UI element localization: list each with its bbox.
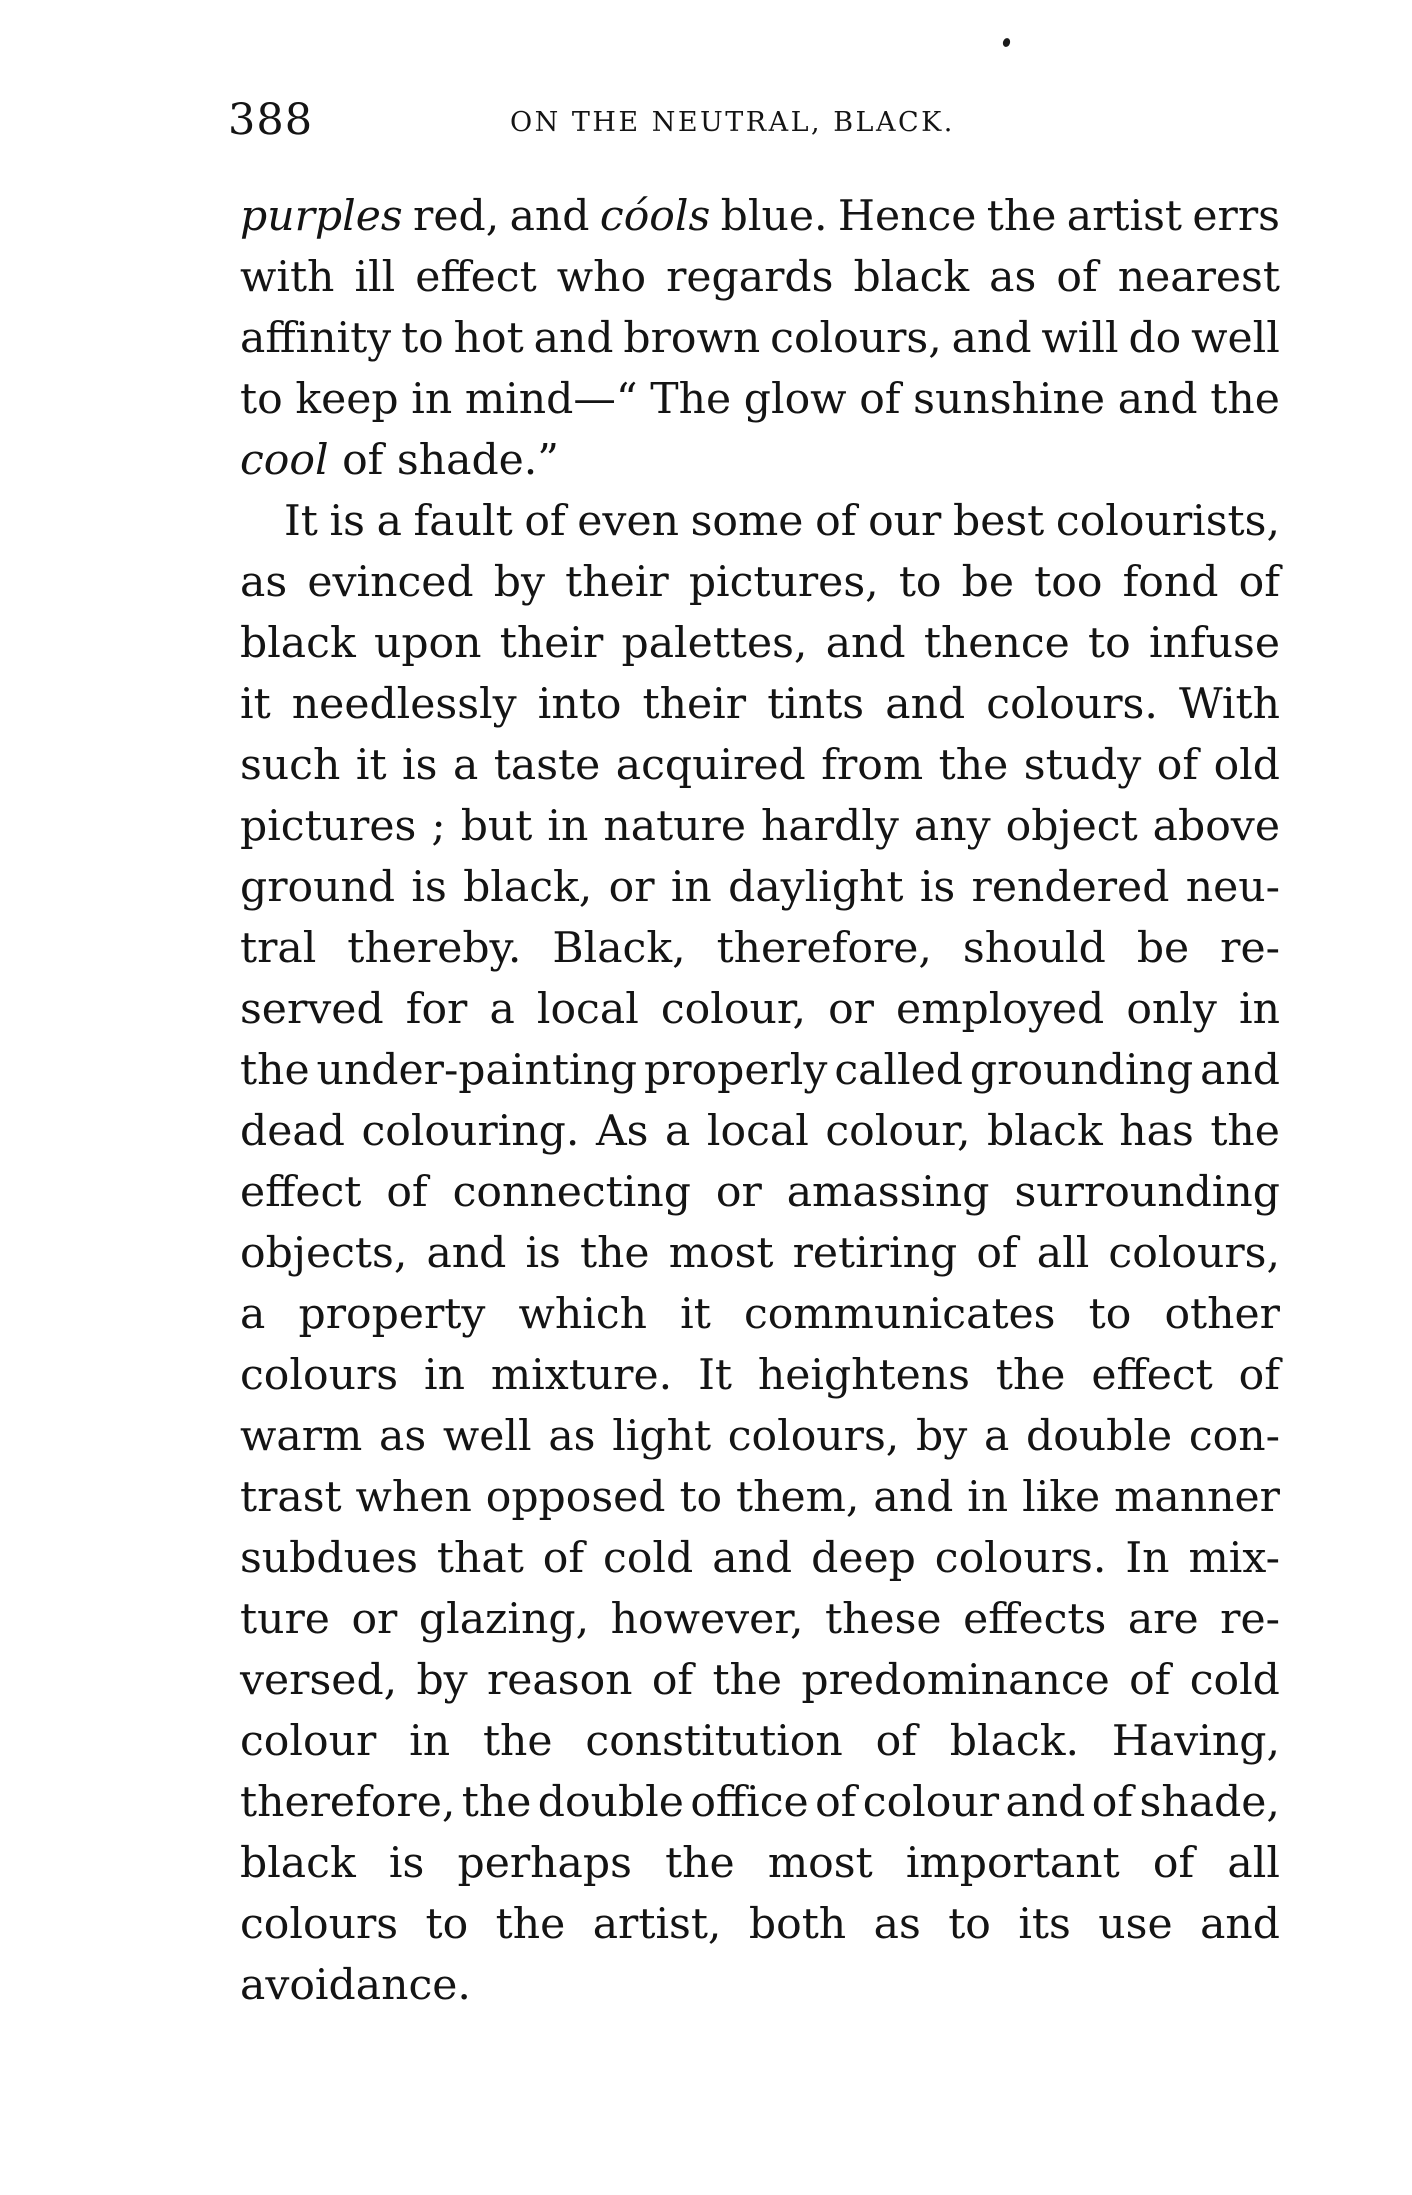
word: the (665, 1839, 735, 1888)
text-line (240, 1833, 1280, 1894)
word: fond (1122, 558, 1219, 607)
text-line (240, 674, 1280, 735)
text-line (240, 1711, 1280, 1772)
word: their (565, 558, 669, 607)
word: and (1200, 1900, 1280, 1949)
word: colours (240, 1351, 399, 1400)
word: colour, (660, 985, 806, 1034)
word: colours, (1108, 1229, 1280, 1278)
word: manner (1114, 1473, 1280, 1522)
word: a (240, 1290, 266, 1339)
word: The (650, 375, 732, 424)
word: and (1005, 1778, 1086, 1827)
word: from (821, 741, 924, 790)
text-line (240, 1284, 1280, 1345)
word: too (1034, 558, 1103, 607)
text-line (240, 1467, 1280, 1528)
word: with (240, 253, 335, 302)
word: and (533, 314, 614, 363)
word: of (1129, 1656, 1171, 1705)
word: most (767, 1839, 873, 1888)
word: With (1179, 680, 1280, 729)
word: a (983, 1412, 1010, 1461)
word: shade, (1139, 1778, 1280, 1827)
text-line (240, 247, 1280, 308)
word: hot (453, 314, 524, 363)
word: re- (1220, 924, 1280, 973)
text-line (240, 1040, 1280, 1101)
word: as (989, 253, 1037, 302)
word: Having, (1111, 1717, 1280, 1766)
body-text (240, 186, 1280, 2016)
word: As (595, 1107, 649, 1156)
word: and (951, 314, 1032, 363)
word: reason (486, 1656, 633, 1705)
word: is (402, 741, 438, 790)
word: all (1227, 1839, 1280, 1888)
word: when (355, 1473, 472, 1522)
word: cold (603, 1534, 694, 1583)
word: mind—“ (464, 375, 638, 424)
word: the (240, 1046, 310, 1095)
word: retiring (792, 1229, 958, 1278)
word: opposed (485, 1473, 666, 1522)
word: will (1041, 314, 1119, 363)
word: best (953, 497, 1045, 546)
word: black (240, 1839, 356, 1888)
word: tints (767, 680, 865, 729)
word: affinity (240, 314, 392, 363)
text-line (240, 1223, 1280, 1284)
word: nature (603, 802, 747, 851)
word: dead (240, 1107, 345, 1156)
word: even (577, 497, 679, 546)
word: local (706, 1107, 809, 1156)
word: surrounding (1014, 1168, 1280, 1217)
word: be (961, 558, 1014, 607)
word: the (995, 1351, 1066, 1400)
word: of (1152, 1839, 1195, 1888)
word: in (547, 802, 589, 851)
word: glazing, (418, 1595, 590, 1644)
word: heightens (757, 1351, 970, 1400)
word: artist (1066, 192, 1182, 241)
text-line (240, 308, 1280, 369)
word: keep (295, 375, 399, 424)
word: effect (415, 253, 537, 302)
word: light (612, 1412, 712, 1461)
word: a (489, 985, 515, 1034)
word: effect (240, 1168, 362, 1217)
word: effect (1091, 1351, 1213, 1400)
word: is (329, 497, 365, 546)
word: colour, (825, 1107, 971, 1156)
word: who (556, 253, 647, 302)
word: important (905, 1839, 1120, 1888)
word: is (525, 1229, 561, 1278)
text-line (240, 1589, 1280, 1650)
word: connecting (452, 1168, 691, 1217)
word: employed (896, 985, 1105, 1034)
word: infuse (1148, 619, 1280, 668)
word: or (715, 1168, 762, 1217)
text-line (240, 1528, 1280, 1589)
word: brown (623, 314, 761, 363)
text-line (240, 979, 1280, 1040)
word: amassing (786, 1168, 990, 1217)
word: the (986, 192, 1057, 241)
word: that (436, 1534, 524, 1583)
word: ill (354, 253, 396, 302)
word: well (442, 1412, 532, 1461)
word: of (542, 1534, 585, 1583)
word: colourists, (1055, 497, 1280, 546)
word: is (388, 1839, 425, 1888)
word: deep (811, 1534, 916, 1583)
word: local (536, 985, 639, 1034)
word: perhaps (457, 1839, 632, 1888)
word: both (748, 1900, 847, 1949)
word: and (885, 680, 966, 729)
word: are (1127, 1595, 1199, 1644)
text-line (240, 613, 1280, 674)
word: them, (736, 1473, 860, 1522)
page-header (228, 95, 1238, 165)
word: Hence (837, 192, 977, 241)
word: in (967, 1473, 1009, 1522)
word: into (537, 680, 622, 729)
word: of (1091, 1778, 1134, 1827)
word: by (916, 1412, 968, 1461)
word: as (379, 1412, 427, 1461)
word: of (524, 497, 566, 546)
word: ground (240, 863, 396, 912)
word: of (815, 1778, 857, 1827)
word: constitution (585, 1717, 843, 1766)
word: and (509, 192, 590, 241)
word: of (386, 1168, 428, 1217)
word: a (452, 741, 479, 790)
word: however, (610, 1595, 804, 1644)
word: in (670, 863, 712, 912)
word: a (376, 497, 402, 546)
word: do (1128, 314, 1182, 363)
word: colour (862, 1778, 1000, 1827)
word: effects (963, 1595, 1107, 1644)
word: under-painting (316, 1046, 638, 1095)
word: other (1164, 1290, 1280, 1339)
word: daylight (728, 863, 904, 912)
word: Black, (552, 924, 686, 973)
text-line (240, 918, 1280, 979)
word: pictures, (688, 558, 879, 607)
word: the (1210, 375, 1280, 424)
word: of (1056, 253, 1098, 302)
text-line (240, 1162, 1280, 1223)
word: such (240, 741, 341, 790)
word: well (1191, 314, 1280, 363)
word: only (1126, 985, 1217, 1034)
word: therefore, (240, 1778, 456, 1827)
word: and (712, 1534, 793, 1583)
word: sunshine (913, 375, 1106, 424)
word: ; (431, 802, 446, 851)
word: cool (240, 436, 343, 485)
text-line (240, 1406, 1280, 1467)
word: their (642, 680, 747, 729)
word: the (495, 1900, 566, 1949)
word: is (919, 863, 956, 912)
word: It (284, 497, 318, 546)
word: in (423, 1351, 465, 1400)
text-line (240, 430, 1280, 491)
text-line: avoidance. (240, 1961, 471, 2010)
word: palettes, (621, 619, 808, 668)
word: and (873, 1473, 954, 1522)
word: needlessly (291, 680, 517, 729)
word: nearest (1117, 253, 1280, 302)
word: served (240, 985, 384, 1034)
word: to (948, 1900, 991, 1949)
word: their (499, 619, 604, 668)
word: of (976, 1229, 1018, 1278)
word: predominance (801, 1656, 1110, 1705)
word: colours, (727, 1412, 900, 1461)
word: regards (666, 253, 834, 302)
text-line (240, 735, 1280, 796)
word: In (1125, 1534, 1170, 1583)
word: errs (1192, 192, 1280, 241)
word: and (825, 619, 906, 668)
word: black (987, 1107, 1103, 1156)
word: subdues (240, 1534, 418, 1583)
word: colours, (770, 314, 942, 363)
word: neu- (1185, 863, 1280, 912)
word: in (1238, 985, 1280, 1034)
word: old (1213, 741, 1280, 790)
word: It (698, 1351, 732, 1400)
word: property (298, 1290, 486, 1339)
word: thereby. (347, 924, 522, 973)
word: ture (240, 1595, 330, 1644)
word: as (548, 1412, 596, 1461)
word: the (482, 1717, 553, 1766)
word: artist, (592, 1900, 722, 1949)
word: in (411, 375, 453, 424)
word: a (665, 1107, 691, 1156)
word: to (425, 1900, 469, 1949)
word: to (401, 314, 444, 363)
word: communicates (743, 1290, 1056, 1339)
word: black (853, 253, 970, 302)
word: objects, (240, 1229, 408, 1278)
word: double (537, 1778, 684, 1827)
word: of (1156, 741, 1199, 790)
word: to (898, 558, 942, 607)
word: study (1023, 741, 1142, 790)
word: grounding (969, 1046, 1194, 1095)
text-line (240, 186, 1280, 247)
word: blue. (720, 192, 828, 241)
word: object (1005, 802, 1138, 851)
word: properly (644, 1046, 828, 1095)
word: for (405, 985, 468, 1034)
word: it (680, 1290, 711, 1339)
text-line (240, 1772, 1280, 1833)
text-line (240, 1101, 1280, 1162)
word: mixture. (490, 1351, 673, 1400)
word: it (240, 680, 271, 729)
word: of (875, 1717, 917, 1766)
word: of (859, 375, 901, 424)
word: and (1117, 375, 1198, 424)
word: and (1200, 1046, 1280, 1095)
word: the (712, 1656, 783, 1705)
word: to (1088, 1290, 1132, 1339)
word: versed, (240, 1656, 398, 1705)
word: office (690, 1778, 809, 1827)
word: is (411, 863, 447, 912)
word: but (460, 802, 533, 851)
word: tral (240, 924, 317, 973)
text-line (240, 491, 1280, 552)
word: or (828, 985, 874, 1034)
word: most (668, 1229, 774, 1278)
word: all (1036, 1229, 1090, 1278)
word: use (1098, 1900, 1173, 1949)
word: which (518, 1290, 648, 1339)
word: should (962, 924, 1106, 973)
word: above (1152, 802, 1280, 851)
text-line (240, 796, 1280, 857)
word: the (579, 1229, 650, 1278)
word: by (416, 1656, 468, 1705)
word: rendered (971, 863, 1170, 912)
word: colours. (986, 680, 1158, 729)
word: to (240, 375, 283, 424)
word: mix- (1188, 1534, 1280, 1583)
word: re- (1220, 1595, 1280, 1644)
word: taste (493, 741, 601, 790)
word: colour (240, 1717, 377, 1766)
word: of (815, 497, 857, 546)
word: colours. (934, 1534, 1107, 1583)
word: shade.” (396, 436, 560, 485)
text-line (240, 1894, 1280, 1955)
word: evinced (307, 558, 474, 607)
running-head: ON THE NEUTRAL, BLACK. (510, 107, 955, 138)
word: the (938, 741, 1009, 790)
word: to (1088, 619, 1131, 668)
word: warm (240, 1412, 363, 1461)
word: as (240, 558, 288, 607)
word: black (240, 619, 356, 668)
word: as (873, 1900, 921, 1949)
word: in (409, 1717, 451, 1766)
word: our (868, 497, 942, 546)
word: any (913, 802, 991, 851)
word: cold (1189, 1656, 1280, 1705)
word: cóols (599, 192, 711, 241)
word: of (651, 1656, 694, 1705)
word: trast (240, 1473, 342, 1522)
word: colouring. (361, 1107, 580, 1156)
word: pictures (240, 802, 417, 851)
word: its (1018, 1900, 1071, 1949)
word: like (1022, 1473, 1101, 1522)
word: black. (949, 1717, 1079, 1766)
word: black, (463, 863, 593, 912)
word: therefore, (716, 924, 932, 973)
word: of (1238, 1351, 1280, 1400)
word: to (679, 1473, 723, 1522)
word: red, (413, 192, 500, 241)
word: purples (240, 192, 403, 241)
text-line (240, 552, 1280, 613)
page-number: 388 (228, 95, 314, 145)
word: fault (413, 497, 513, 546)
word: or (351, 1595, 398, 1644)
word: glow (743, 375, 847, 424)
word: some (690, 497, 804, 546)
word: upon (373, 619, 482, 668)
text-line (240, 369, 1280, 430)
word: colours (240, 1900, 399, 1949)
ink-speck (1002, 37, 1012, 48)
word: hardly (761, 802, 899, 851)
word: and (426, 1229, 507, 1278)
text-line (240, 1650, 1280, 1711)
word: thence (923, 619, 1070, 668)
word: by (493, 558, 545, 607)
word: or (608, 863, 655, 912)
word: acquired (615, 741, 806, 790)
word: of (1238, 558, 1280, 607)
word: the (1210, 1107, 1280, 1156)
word: of (342, 436, 397, 485)
word: called (834, 1046, 963, 1095)
word: con- (1188, 1412, 1280, 1461)
text-line (240, 857, 1280, 918)
word: these (824, 1595, 942, 1644)
word: double (1025, 1412, 1173, 1461)
word: it (355, 741, 387, 790)
text-line (240, 1345, 1280, 1406)
word: the (461, 1778, 532, 1827)
word: be (1136, 924, 1190, 973)
word: has (1119, 1107, 1194, 1156)
